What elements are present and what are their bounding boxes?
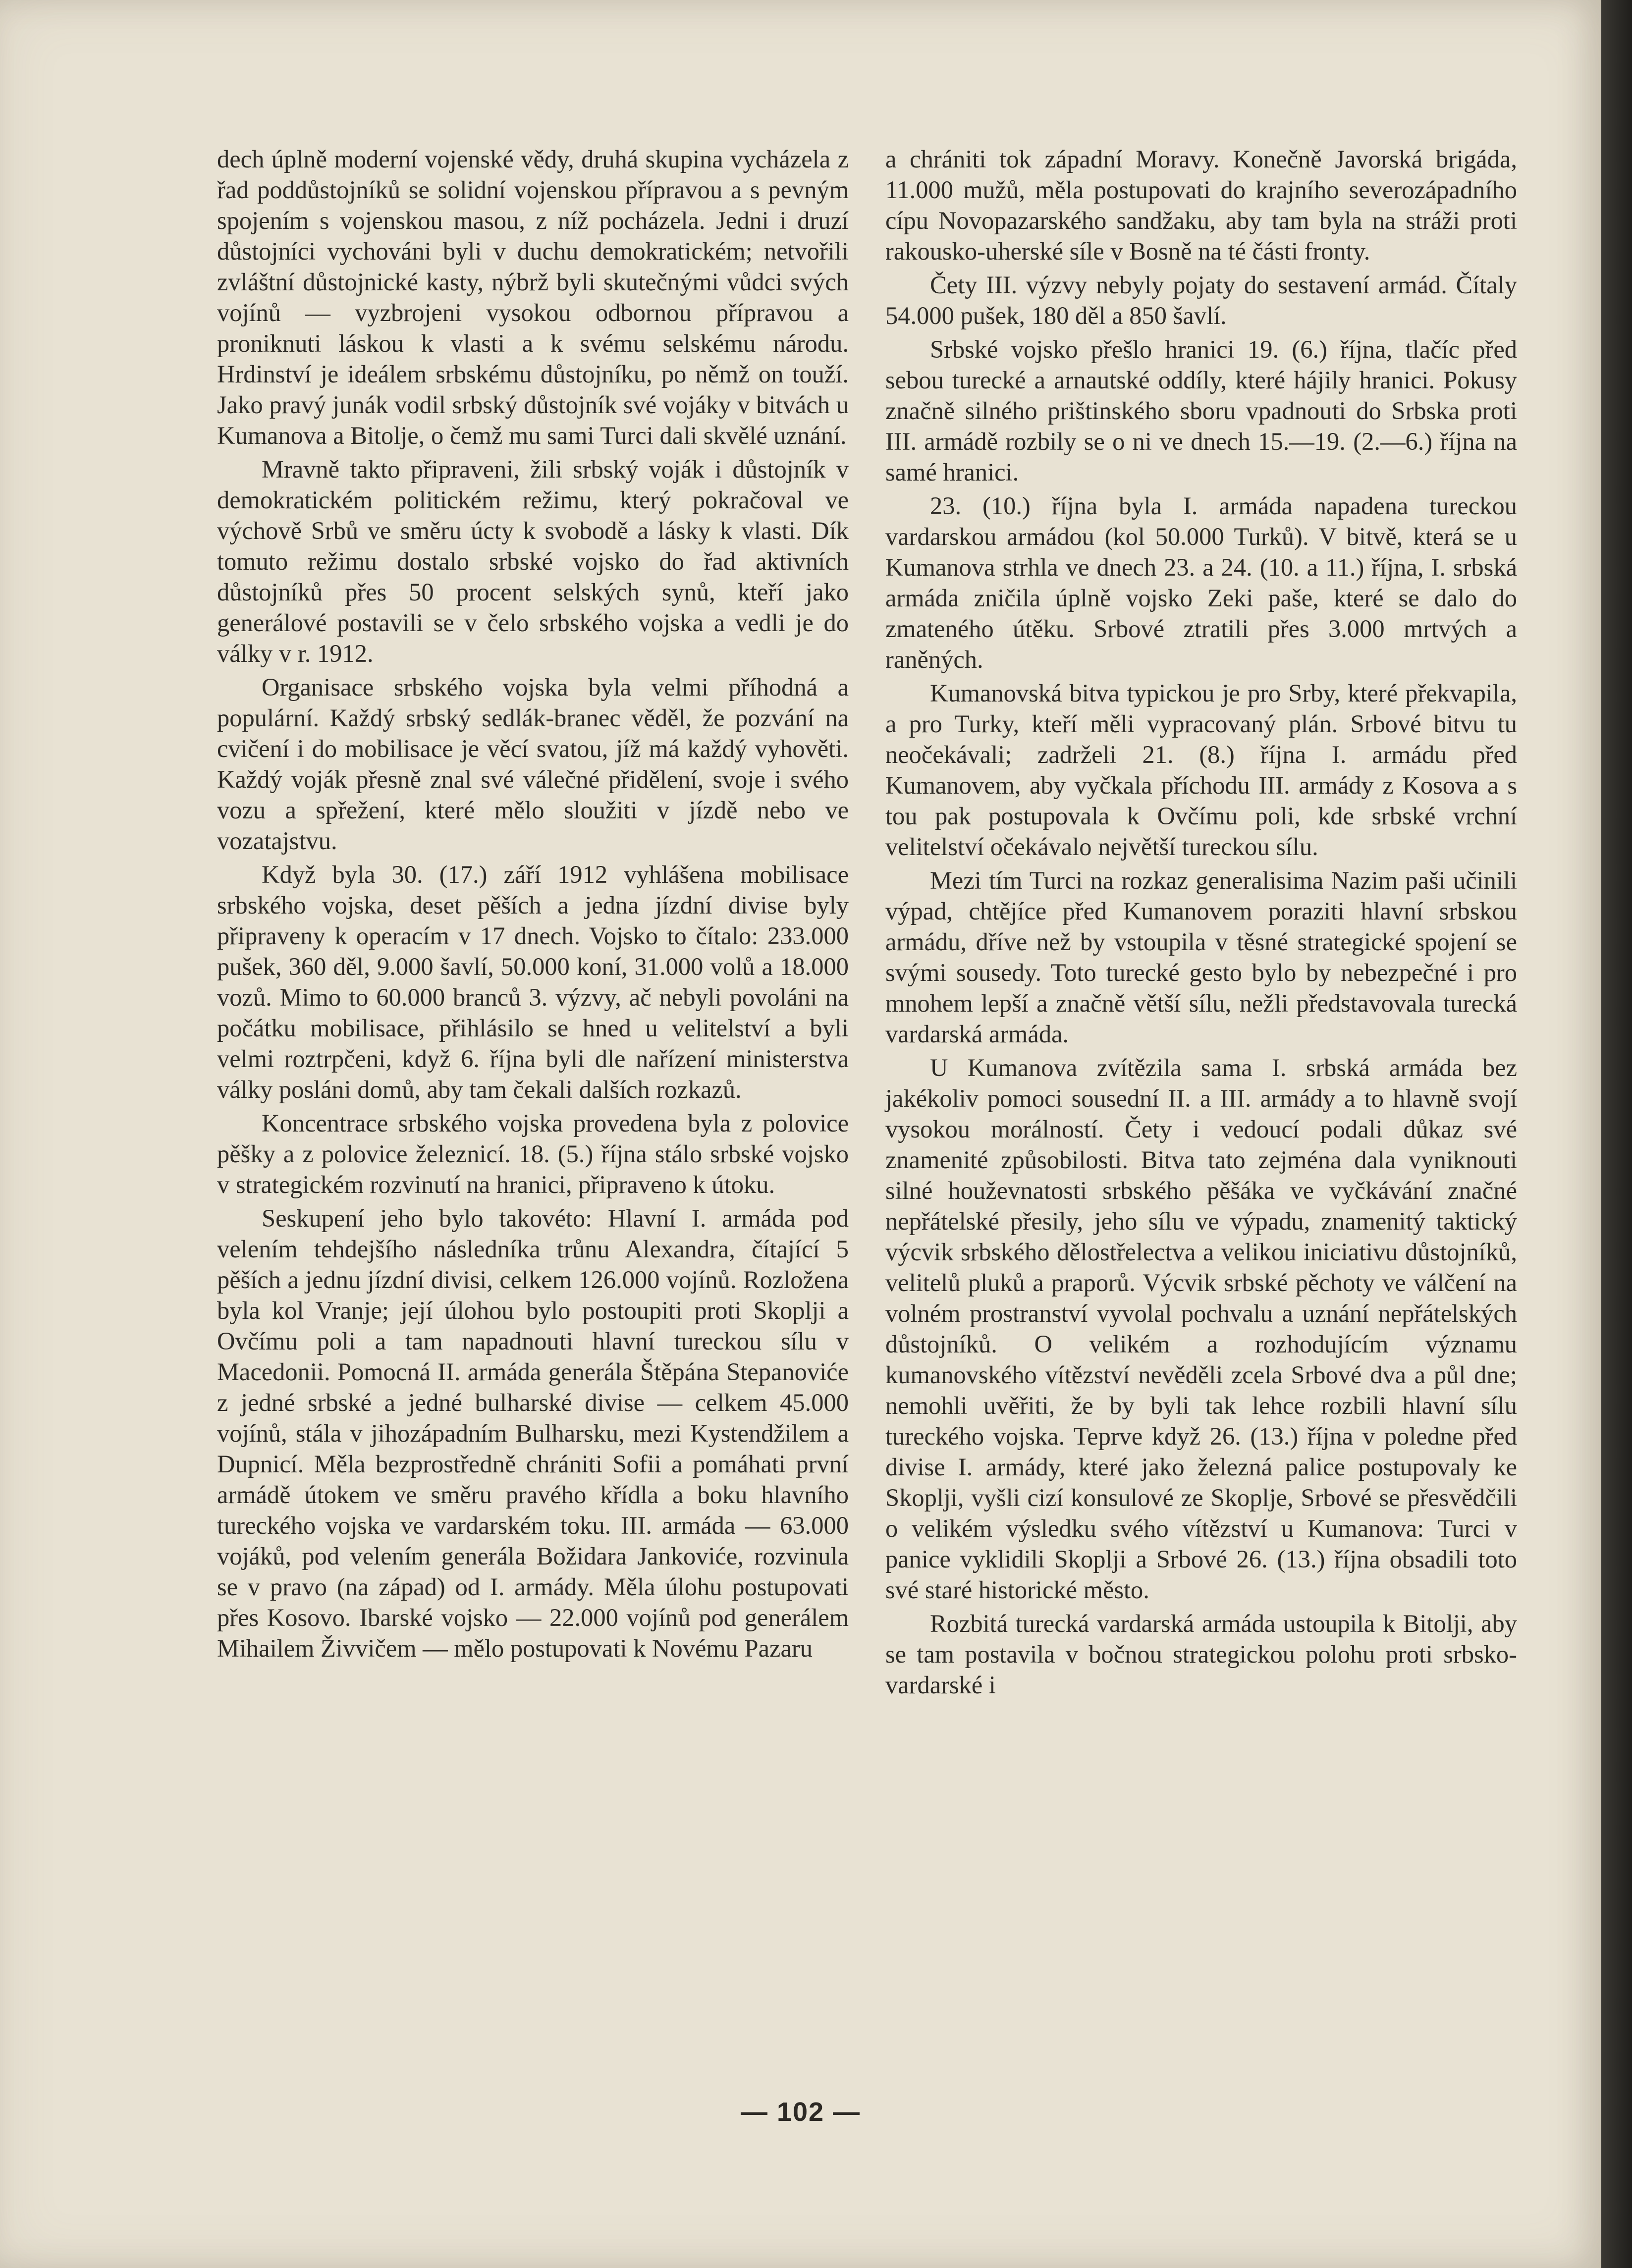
paragraph: Když byla 30. (17.) září 1912 vyhlášena mobilisace srbského vojska, deset pěších a jedna jízdní divise byly připraveny k operacím v 17 dnech. Vojsko to čítalo: 233.000 pušek, 360 děl, 9.000 šavlí, 50.000 koní, 31.000 volů a 18.000 vozů. Mimo to 60.000 branců 3. výzvy, ač nebyli povoláni na počátku mobilisace, přihlásilo se hned u velitelství a byli velmi roztrpčeni, když 6. října byli dle nařízení ministerstva války posláni domů, aby tam čekali dalších rozkazů. <box>217 861 849 1103</box>
paragraph: Kumanovská bitva typickou je pro Srby, které překvapila, a pro Turky, kteří měli vypracovaný plán. Srbové bitvu tu neočekávali; zadrželi 21. (8.) října I. armádu před Kumanovem, aby vyčkala příchodu III. armády z Kosova a s tou pak postupovala k Ovčímu poli, kde srbské vrchní velitelství očekávalo největší tureckou sílu. <box>885 679 1517 861</box>
left-column <box>217 144 849 1667</box>
paragraph: 23. (10.) října byla I. armáda napadena tureckou vardarskou armádou (kol 50.000 Turků). V bitvě, která se u Kumanova strhla ve dnech 23. a 24. (10. a 11.) října, I. srbská armáda zničila úplně vojsko Zeki paše, které se dalo do zmateného útěku. Srbové ztratili přes 3.000 mrtvých a raněných. <box>885 492 1517 673</box>
paragraph: Mravně takto připraveni, žili srbský voják i důstojník v demokratickém politickém režimu, který pokračoval ve výchově Srbů ve směru úcty k svobodě a lásky k vlasti. Dík tomuto režimu dostalo srbské vojsko do řad aktivních důstojníků přes 50 procent selských synů, kteří jako generálové postavili se v čelo srbského vojska a vedli je do války v r. 1912. <box>217 455 849 667</box>
paragraph: U Kumanova zvítězila sama I. srbská armáda bez jakékoliv pomoci sousední II. a III. armády a to hlavně svojí vysokou morálností. Čety i vedoucí podali důkaz své znamenité způsobilosti. Bitva tato zejména dala vyniknouti silné houževnatosti srbského pěšáka ve vyčkávání značné nepřátelské přesily, jeho sílu ve výpadu, znamenitý taktický výcvik srbského dělostřelectva a velikou iniciativu důstojníků, velitelů pluků a praporů. Výcvik srbské pěchoty ve válčení na volném prostranství vyvolal pochvalu a uznání nepřátelských důstojníků. O velikém a rozhodujícím významu kumanovského vítězství nevěděli zcela Srbové dva a půl dne; nemohli uvěřiti, že by byli tak lehce rozbili hlavní sílu tureckého vojska. Teprve když 26. (13.) října v poledne před divise I. armády, které jako železná palice postupovaly ke Skoplji, vyšli cizí konsulové ze Skoplje, Srbové se přesvědčili o velikém výsledku svého vítězství u Kumanova: Turci v panice vyklidili Skoplji a Srbové 26. (13.) října obsadili toto své staré historické město. <box>885 1054 1517 1604</box>
paragraph: Koncentrace srbského vojska provedena byla z polovice pěšky a z polovice železnicí. 18. (5.) října stálo srbské vojsko v strategickém rozvinutí na hranici, připraveno k útoku. <box>217 1109 849 1198</box>
paragraph: Seskupení jeho bylo takovéto: Hlavní I. armáda pod velením tehdejšího následníka trůnu Alexandra, čítající 5 pěších a jednu jízdní divisi, celkem 126.000 vojínů. Rozložena byla kol Vranje; její úlohou bylo postoupiti proti Skoplji a Ovčímu poli a tam napadnouti hlavní tureckou sílu v Macedonii. Pomocná II. armáda generála Štěpána Stepanoviće z jedné srbské a jedné bulharské divise — celkem 45.000 vojínů, stála v jihozápadním Bulharsku, mezi Kystendžilem a Dupnicí. Měla bezprostředně chrániti Sofii a pomáhati první armádě útokem ve směru pravého křídla a boku hlavního tureckého vojska ve vardarském toku. III. armáda — 63.000 vojáků, pod velením generála Božidara Jankoviće, rozvinula se v pravo (na západ) od I. armády. Měla úlohu postupovati přes Kosovo. Ibarské vojsko — 22.000 vojínů pod generálem Mihailem Živvičem — mělo postupovati k Novému Pazaru <box>217 1204 849 1662</box>
paragraph: Čety III. výzvy nebyly pojaty do sestavení armád. Čítaly 54.000 pušek, 180 děl a 850 šavlí. <box>885 271 1517 329</box>
paragraph: a chrániti tok západní Moravy. Konečně Javorská brigáda, 11.000 mužů, měla postupovati do krajního severozápadního cípu Novopazarského sandžaku, aby tam byla na stráži proti rakousko-uherské síle v Bosně na té části fronty. <box>885 145 1517 265</box>
paragraph: Mezi tím Turci na rozkaz generalisima Nazim paši učinili výpad, chtějíce před Kumanovem poraziti hlavní srbskou armádu, dříve než by vstoupila v těsné strategické spojení se svými sousedy. Toto turecké gesto bylo by nebezpečné i pro mnohem lepší a značně větší sílu, nežli představovala turecká vardarská armáda. <box>885 866 1517 1048</box>
paragraph: Rozbitá turecká vardarská armáda ustoupila k Bitolji, aby se tam postavila v bočnou strategickou polohu proti srbsko-vardarské i <box>885 1610 1517 1699</box>
paragraph: Organisace srbského vojska byla velmi příhodná a populární. Každý srbský sedlák-branec věděl, že pozvání na cvičení i do mobilisace je věcí svatou, jíž má každý vyhověti. Každý voják přesně znal své válečné přidělení, svoje i svého vozu a spřežení, které mělo sloužiti v jízdě nebo ve vozatajstvu. <box>217 673 849 855</box>
page-number: — 102 — <box>740 2097 861 2127</box>
right-column <box>885 144 1517 1703</box>
paragraph: dech úplně moderní vojenské vědy, druhá skupina vycházela z řad poddůstojníků se solidní vojenskou přípravou a s pevným spojením s vojenskou masou, z níž pocházela. Jedni i druzí důstojníci vychováni byli v duchu demokratickém; netvořili zvláštní důstojnické kasty, nýbrž byli skutečnými vůdci svých vojínů — vyzbrojeni vysokou odbornou přípravou a proniknuti láskou k vlasti a k svému selskému národu. Hrdinství je ideálem srbskému důstojníku, po němž on touží. Jako pravý junák vodil srbský důstojník své vojáky v bitvách u Kumanova a Bitolje, o čemž mu sami Turci dali skvělé uznání. <box>217 145 849 449</box>
paragraph: Srbské vojsko přešlo hranici 19. (6.) října, tlačíc před sebou turecké a arnautské oddíly, které hájily hranici. Pokusy značně silného prištinského sboru vpadnouti do Srbska proti III. armádě rozbily se o ni ve dnech 15.—19. (2.—6.) října na samé hranici. <box>885 335 1517 486</box>
scanner-edge <box>1601 0 1632 2268</box>
